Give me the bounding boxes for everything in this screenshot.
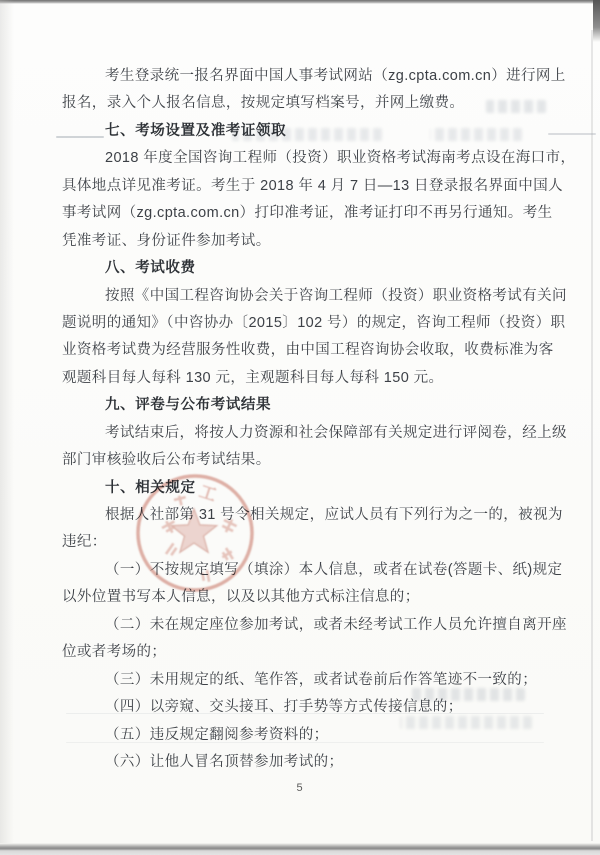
text-line: 题说明的通知》（中咨协办〔2015〕102 号）的规定，咨询工程师（投资）职 [62, 314, 566, 331]
text-line: 具体地点详见准考证。考生于 2018 年 4 月 7 日—13 日登录报名界面中国人 [62, 177, 564, 194]
scan-corner-top-right [593, 0, 600, 42]
text-line: （三）未用规定的纸、笔作答，或者试卷前后作答笔迹不一致的； [105, 671, 538, 688]
text-line: 违纪： [62, 534, 107, 551]
text-line: 2018 年度全国咨询工程师（投资）职业资格考试海南考点设在海口市， [105, 150, 576, 167]
text-line: （一）不按规定填写（填涂）本人信息，或者在试卷(答题卡、纸)规定 [105, 561, 563, 578]
text-line: 事考试网（zg.cpta.com.cn）打印准考证，准考证打印不再另行通知。考生 [62, 205, 553, 222]
text-line: 根据人社部第 31 号令相关规定，应试人员有下列行为之一的，被视为 [105, 507, 563, 523]
text-line: （二）未在规定座位参加考试，或者未经考试工作人员允许擅自离开座 [105, 616, 567, 633]
section-heading: 七、考场设置及准考证领取 [105, 122, 287, 139]
official-seal [132, 470, 260, 598]
scan-edge-bottom [0, 843, 600, 855]
text-line: 报名，录入个人报名信息，按规定填写档案号，并网上缴费。 [62, 95, 465, 112]
section-heading: 八、考试收费 [105, 260, 196, 277]
text-line: （六）让他人冒名顶替参加考试的； [105, 753, 344, 770]
text-line: 位或者考场的； [62, 644, 167, 661]
text-line: 以外位置书写本人信息，以及以其他方式标注信息的； [62, 589, 420, 606]
section-heading: 九、评卷与公布考试结果 [105, 397, 272, 414]
text-line: 考生登录统一报名界面中国人事考试网站（zg.cpta.com.cn）进行网上 [105, 68, 566, 84]
text-line: （五）违反规定翻阅参考资料的； [105, 726, 329, 743]
text-line: 观题科目每人每科 130 元，主观题科目每人每科 150 元。 [62, 369, 444, 386]
section-heading: 十、相关规定 [105, 479, 196, 496]
text-line: 业资格考试费为经营服务性收费，由中国工程咨询协会收取，收费标准为客 [62, 342, 554, 359]
bleed-through-line [548, 133, 596, 135]
text-line: 按照《中国工程咨询协会关于咨询工程师（投资）职业资格考试有关问 [105, 287, 567, 304]
seal-character: 工 [196, 481, 219, 506]
seal-star-icon [171, 509, 217, 552]
scan-edge-top [0, 0, 600, 4]
text-line: 凭准考证、身份证件参加考试。 [62, 232, 271, 249]
scan-edge-right-line [591, 30, 593, 841]
page-number: 5 [296, 782, 304, 794]
text-line: 部门审核验收后公布考试结果。 [62, 452, 271, 469]
text-line: （四）以旁窥、交头接耳、打手势等方式传接信息的； [105, 699, 463, 716]
document-text [62, 63, 576, 776]
text-line: 考试结束后，将按人力资源和社会保障部有关规定进行评阅卷，经上级 [105, 424, 567, 441]
scan-edge-left-shading [0, 0, 14, 843]
